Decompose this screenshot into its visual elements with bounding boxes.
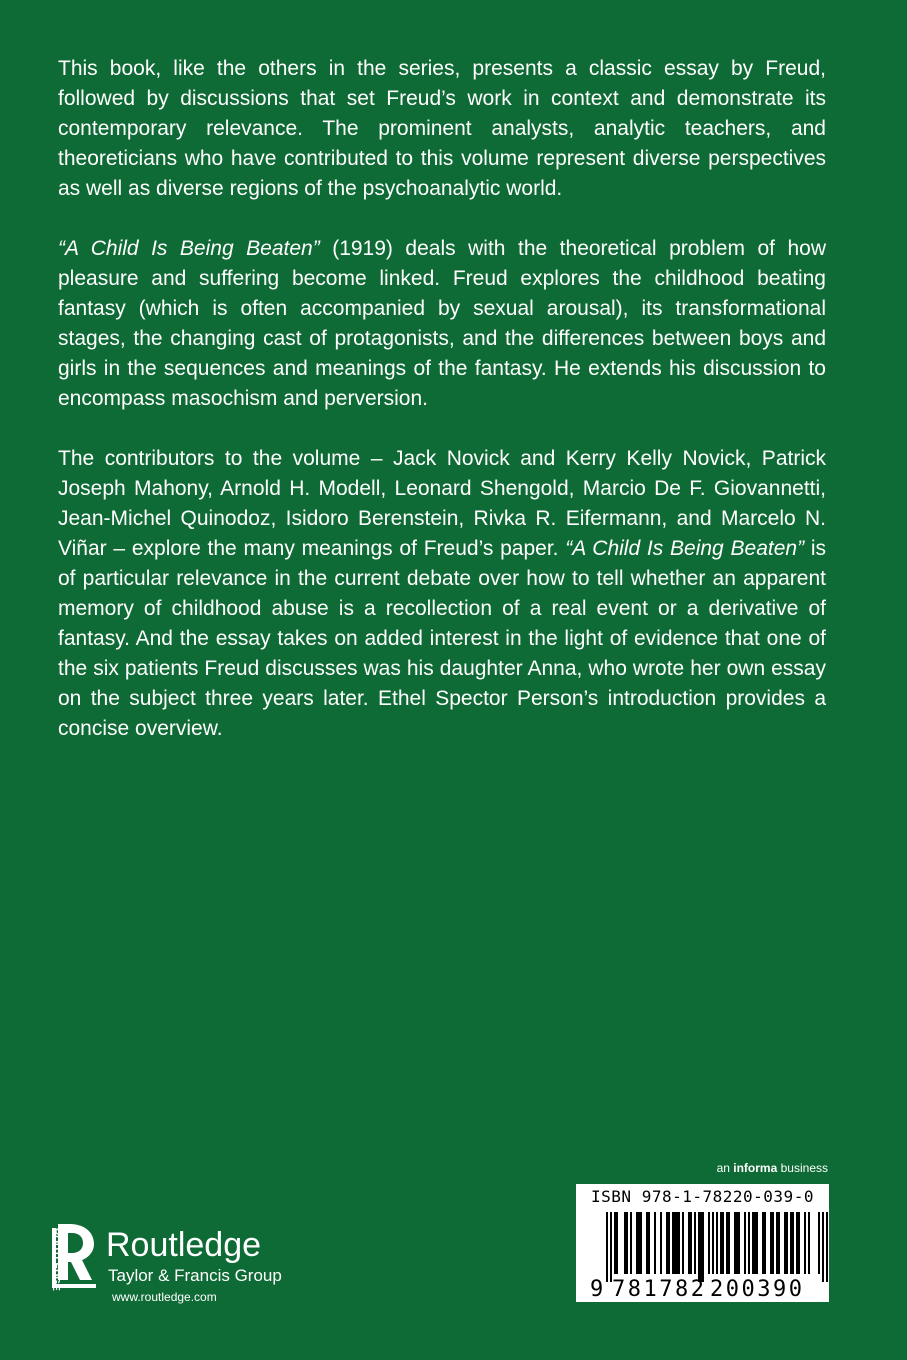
routledge-logo (40, 1222, 300, 1322)
barcode-bar (786, 1212, 788, 1274)
blurb-paragraph-1: This book, like the others in the series, presents a classic essay by Freud, followed by discussions that set Freud’s work in context and demonstrate its contemporary relevance. The prominent analysts, analytic teachers, and theoreticians who have contributed to this volume represent diverse perspectives as well as diverse regions of the psychoanalytic world. (58, 57, 826, 200)
barcode-bar (744, 1212, 746, 1274)
barcode-bars (576, 1210, 829, 1302)
barcode-bar (728, 1212, 730, 1274)
barcode-bar (772, 1212, 774, 1274)
barcode-bar (690, 1212, 692, 1274)
barcode-bar (726, 1212, 728, 1274)
barcode-bar (614, 1212, 616, 1274)
barcode-bar (646, 1212, 648, 1274)
barcode-bar (762, 1212, 764, 1274)
barcode-bar (654, 1212, 656, 1274)
barcode-bar (700, 1212, 702, 1282)
barcode-bar (764, 1212, 766, 1274)
barcode-bar (698, 1212, 700, 1282)
barcode-bar (804, 1212, 806, 1274)
barcode-bar (678, 1212, 680, 1274)
barcode-bar (792, 1212, 794, 1274)
barcode-bar (712, 1212, 714, 1274)
barcode-bar (738, 1212, 740, 1274)
barcode-bar (672, 1212, 674, 1274)
barcode-bar (778, 1212, 780, 1274)
isbn-barcode (576, 1184, 829, 1302)
barcode-bar (748, 1212, 750, 1274)
blurb-paragraph-2: “A Child Is Being Beaten” (1919) deals with the theoretical problem of how pleasure and suffering become linked. Freud explores the childhood beating fantasy (which is often accompanied by sexual arousal), its transformational stages, the changing cast of protagonists, and the differences between boys and girls in the sequences and meanings of the fantasy. He extends his discussion to encompass masochism and perversion. (58, 237, 826, 410)
barcode-bar (720, 1212, 722, 1274)
barcode-bar (660, 1212, 662, 1274)
barcode-bar (770, 1212, 772, 1274)
barcode-bar (694, 1212, 696, 1274)
barcode-bar (606, 1212, 608, 1282)
barcode-bar (668, 1212, 670, 1274)
informa-business-tagline: an informa business (716, 1161, 828, 1175)
isbn-label: ISBN 978-1-78220-039-0 (591, 1187, 814, 1206)
barcode-right-digits: 200390 (710, 1277, 802, 1302)
publisher-url[interactable]: www.routledge.com (112, 1290, 217, 1304)
barcode-bar (716, 1212, 718, 1274)
essay-title: “A Child Is Being Beaten” (58, 237, 320, 260)
barcode-bar (626, 1212, 628, 1274)
barcode-left-digits: 781782 (612, 1277, 704, 1302)
barcode-bar (682, 1212, 684, 1274)
barcode-bar (708, 1212, 710, 1274)
barcode-bar (826, 1212, 828, 1282)
barcode-bar (640, 1212, 642, 1274)
barcode-bar (624, 1212, 626, 1274)
barcode-bar (822, 1212, 824, 1282)
barcode-bar (616, 1212, 618, 1274)
barcode-bar (688, 1212, 690, 1274)
back-cover-blurb (58, 54, 826, 774)
barcode-bar (736, 1212, 738, 1274)
barcode-bar (666, 1212, 668, 1274)
barcode-bar (784, 1212, 786, 1274)
barcode-bar (636, 1212, 638, 1274)
essay-title: “A Child Is Being Beaten” (565, 537, 805, 560)
barcode-bar (734, 1212, 736, 1274)
barcode-bar (754, 1212, 756, 1274)
barcode-bar (752, 1212, 754, 1274)
barcode-bar (722, 1212, 724, 1274)
barcode-bar (610, 1212, 612, 1282)
barcode-bar (790, 1212, 792, 1274)
barcode-bar (702, 1212, 704, 1282)
barcode-bar (674, 1212, 676, 1274)
barcode-bar (808, 1212, 810, 1274)
barcode-bar (796, 1212, 798, 1274)
barcode-bar (798, 1212, 800, 1274)
publisher-group: Taylor & Francis Group (108, 1266, 282, 1285)
barcode-bar (818, 1212, 820, 1274)
barcode-bar (638, 1212, 640, 1274)
barcode-bar (676, 1212, 678, 1274)
svg-text:ROUTLEDGE: ROUTLEDGE (50, 1228, 61, 1291)
publisher-name: Routledge (106, 1226, 262, 1264)
barcode-bar (648, 1212, 650, 1274)
barcode-bar (776, 1212, 778, 1274)
barcode-lead-digit: 9 (590, 1277, 604, 1302)
routledge-vertical-wordmark (42, 1226, 61, 1306)
barcode-bar (756, 1212, 758, 1274)
blurb-paragraph-3: The contributors to the volume – Jack Novick and Kerry Kelly Novick, Patrick Joseph Mahony, Arnold H. Modell, Leonard Shengold, Marcio De F. Giovannetti, Jean-Michel Quinodoz, Isidoro Berenstein, Rivka R. Eifermann, and Marcelo N. Viñar – explore the many meanings of Freud’s paper. “A Child Is Being Beaten” is of particular relevance in the current debate over how to tell whether an apparent memory of childhood abuse is a recollection of a real event or a derivative of fantasy. And the essay takes on added interest in the light of evidence that one of the six patients Freud discusses was his daughter Anna, who wrote her own essay on the subject three years later. Ethel Spector Person’s introduction provides a concise overview. (58, 447, 826, 740)
barcode-bar (630, 1212, 632, 1274)
